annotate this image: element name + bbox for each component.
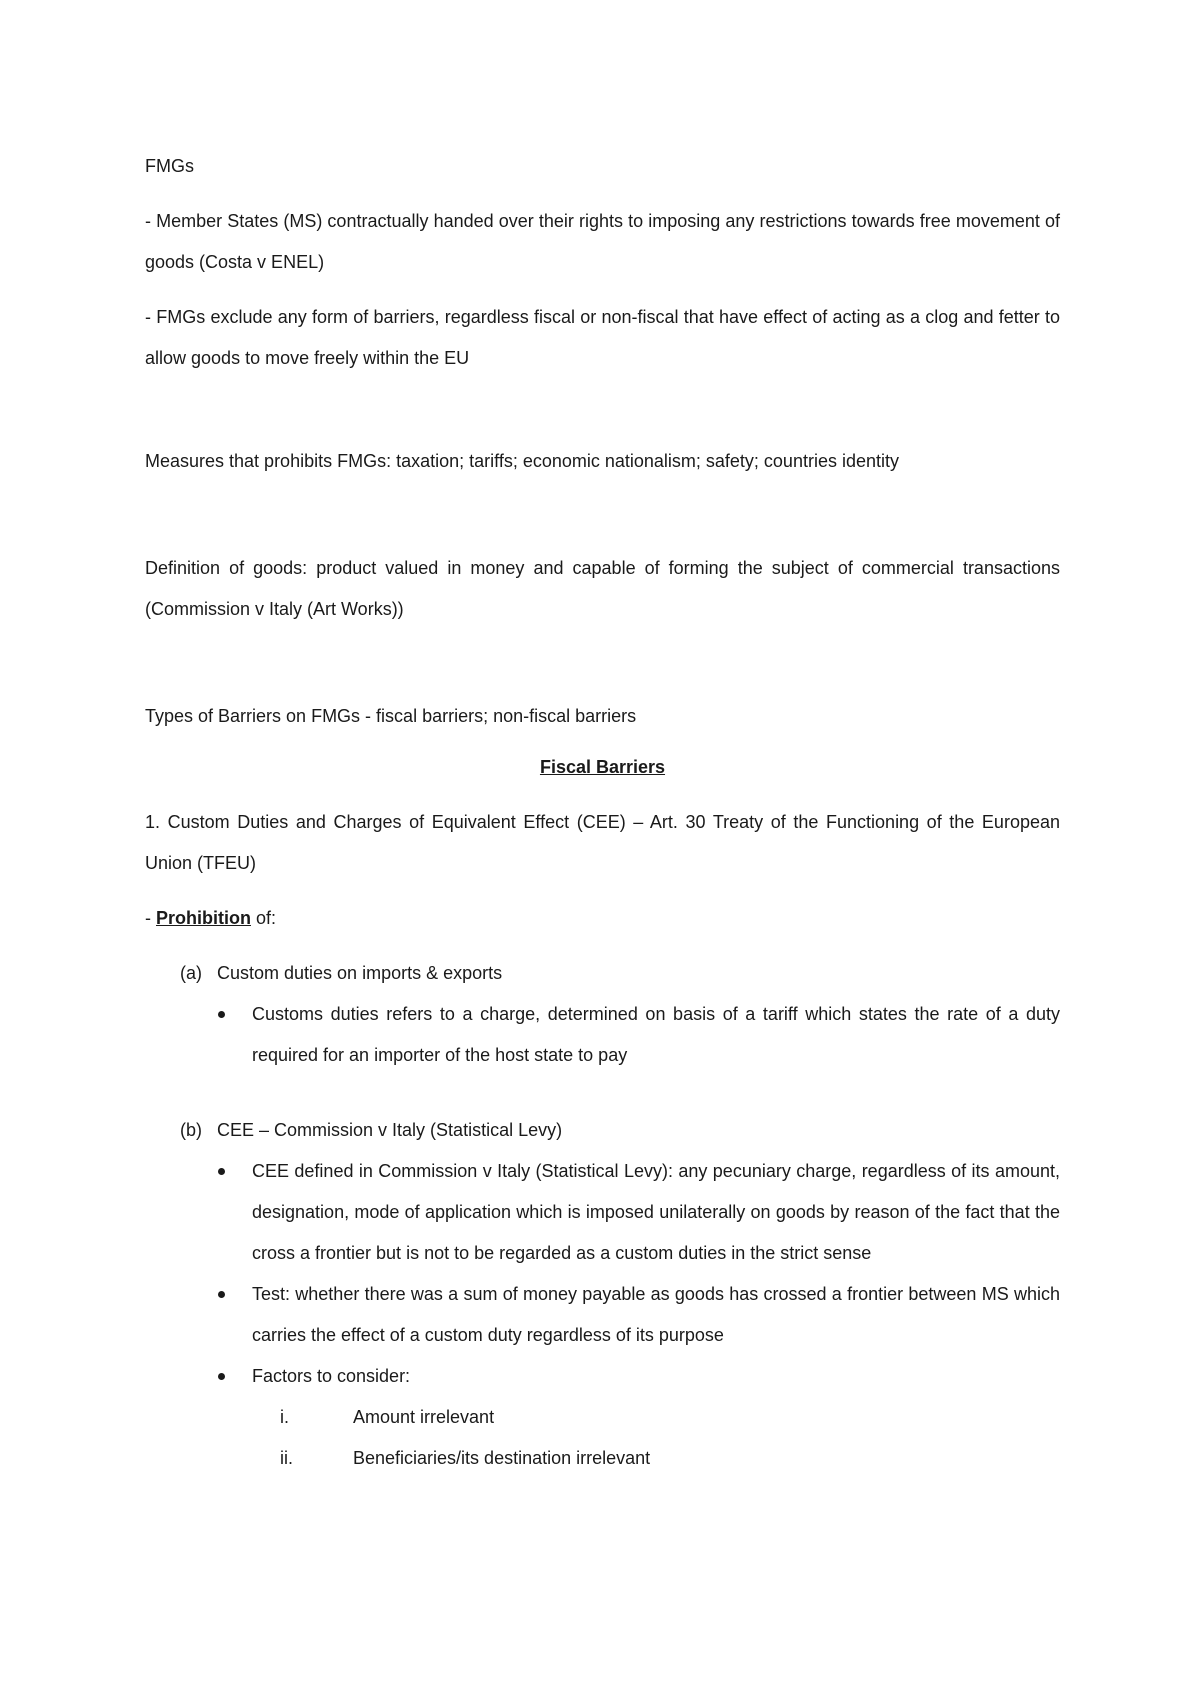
roman-label-i: i. (280, 1407, 289, 1427)
paragraph-definition-of-goods: Definition of goods: product valued in money and capable of forming the subject of commercial transactions (Commission v Italy (Art Works)) (145, 558, 1060, 619)
list-item-a (180, 953, 1060, 994)
prohibition-suffix: of: (250, 908, 276, 928)
roman-item-i (280, 1397, 1060, 1438)
bullet-item-b-1 (215, 1151, 1060, 1274)
bullet-text-a-1: Customs duties refers to a charge, determined on basis of a tariff which states the rate of a duty required for an importer of the host state to pay (252, 1004, 1060, 1065)
paragraph-fmgs-exclude: - FMGs exclude any form of barriers, regardless fiscal or non-fiscal that have effect of acting as a clog and fetter to allow goods to move freely within the EU (145, 307, 1060, 368)
bullet-icon (215, 1151, 252, 1274)
bullet-item-b-3 (215, 1356, 1060, 1397)
list-label-a: (a) (180, 963, 202, 983)
prohibition-prefix: - (145, 908, 156, 928)
paragraph-types-of-barriers: Types of Barriers on FMGs - fiscal barriers; non-fiscal barriers (145, 706, 637, 726)
list-text-b: CEE – Commission v Italy (Statistical Levy) (217, 1120, 563, 1140)
bullet-item-b-2 (215, 1274, 1060, 1356)
paragraph-member-states: - Member States (MS) contractually handed over their rights to imposing any restrictions towards free movement of goods (Costa v ENEL) (145, 211, 1060, 272)
paragraph-measures: Measures that prohibits FMGs: taxation; tariffs; economic nationalism; safety; countries identity (145, 451, 899, 471)
roman-item-ii (280, 1438, 1060, 1479)
bullet-icon (215, 1356, 252, 1397)
section-title-fiscal-barriers: Fiscal Barriers (539, 757, 666, 777)
document-body (145, 146, 1060, 1479)
document-heading: FMGs (145, 156, 194, 176)
bullet-text-b-1: CEE defined in Commission v Italy (Statistical Levy): any pecuniary charge, regardless of its amount, designation, mode of application which is imposed unilaterally on goods by reason of the fact that the cross a frontier but is not to be regarded as a custom duties in the strict sense (252, 1161, 1060, 1263)
bullet-text-b-2: Test: whether there was a sum of money payable as goods has crossed a frontier between MS which carries the effect of a custom duty regardless of its purpose (252, 1284, 1060, 1345)
list-text-a: Custom duties on imports & exports (217, 963, 503, 983)
roman-label-ii: ii. (280, 1448, 293, 1468)
bullet-icon (215, 1274, 252, 1356)
roman-text-ii: Beneficiaries/its destination irrelevant (353, 1448, 651, 1468)
bullet-icon (215, 994, 252, 1076)
prohibition-line (145, 898, 1060, 939)
bullet-item-a-1 (215, 994, 1060, 1076)
numbered-item-custom-duties: 1. Custom Duties and Charges of Equivalent Effect (CEE) – Art. 30 Treaty of the Functioning of the European Union (TFEU) (145, 812, 1060, 873)
prohibition-word: Prohibition (156, 908, 251, 928)
list-item-b (180, 1110, 1060, 1151)
roman-text-i: Amount irrelevant (353, 1407, 495, 1427)
list-label-b: (b) (180, 1120, 202, 1140)
bullet-text-b-3: Factors to consider: (252, 1366, 411, 1386)
